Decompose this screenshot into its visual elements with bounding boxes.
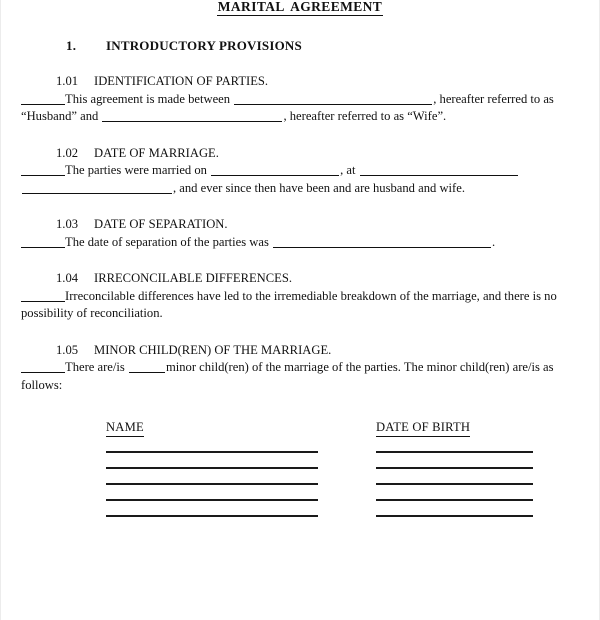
column-header-date-of-birth: DATE OF BIRTH — [376, 420, 470, 437]
wife-name-blank[interactable] — [102, 110, 282, 122]
clause-1-03-text-1: The date of separation of the parties was — [65, 234, 269, 249]
clause-1-01-body — [21, 91, 589, 126]
clause-1-02 — [11, 145, 589, 198]
clause-1-05-heading — [56, 342, 589, 360]
column-spacer — [318, 466, 376, 469]
marriage-place-blank-line-2[interactable] — [22, 182, 172, 194]
column-header-name: NAME — [106, 420, 376, 437]
clause-1-04 — [11, 270, 589, 323]
clause-1-02-number: 1.02 — [56, 145, 79, 160]
clause-1-01-text-3: , hereafter referred to as “Wife”. — [283, 109, 447, 123]
clause-1-03-title: DATE OF SEPARATION. — [94, 217, 228, 231]
table-row — [106, 482, 589, 485]
clause-1-05 — [11, 342, 589, 395]
child-dob-blank[interactable] — [376, 498, 533, 501]
husband-name-blank[interactable] — [234, 93, 432, 105]
column-spacer — [318, 450, 376, 453]
clause-1-02-text-3: , and ever since then have been and are husband and wife. — [173, 180, 465, 195]
clause-1-05-title: MINOR CHILD(REN) OF THE MARRIAGE. — [94, 342, 332, 357]
clause-1-04-number: 1.04 — [56, 271, 79, 285]
indent-rule — [21, 290, 65, 302]
clause-1-02-body — [21, 162, 589, 197]
column-spacer — [318, 482, 376, 485]
child-name-blank[interactable] — [106, 466, 318, 469]
clause-1-05-body — [21, 359, 589, 394]
clause-1-03-heading — [56, 216, 589, 234]
column-spacer — [318, 498, 376, 501]
clause-1-01-title: IDENTIFICATION OF PARTIES. — [94, 74, 269, 88]
table-row — [106, 466, 589, 469]
marriage-date-blank[interactable] — [211, 164, 339, 176]
page-title-text: MARITAL AGREEMENT — [217, 0, 383, 14]
table-row — [106, 498, 589, 501]
clause-1-03-body — [21, 234, 589, 252]
indent-rule — [21, 236, 65, 248]
clause-1-05-number: 1.05 — [56, 342, 79, 357]
clause-1-05-text-1: There are/is — [65, 360, 125, 374]
column-spacer — [318, 514, 376, 517]
clause-1-01-heading — [56, 73, 589, 91]
child-dob-blank[interactable] — [376, 450, 533, 453]
child-dob-blank[interactable] — [376, 514, 533, 517]
table-row — [106, 514, 589, 517]
clause-1-02-text-2: , at — [340, 163, 356, 177]
clause-1-03 — [11, 216, 589, 251]
section-number: 1. — [66, 38, 77, 53]
indent-rule — [21, 93, 65, 105]
children-table — [11, 420, 589, 517]
clause-1-01-text-1: This agreement is made between — [65, 91, 231, 106]
clause-1-04-heading — [56, 270, 589, 288]
clause-1-02-heading — [56, 145, 589, 163]
separation-date-blank[interactable] — [273, 236, 491, 248]
child-dob-blank[interactable] — [376, 482, 533, 485]
table-row — [106, 450, 589, 453]
clause-1-04-title: IRRECONCILABLE DIFFERENCES. — [94, 271, 293, 285]
children-count-blank[interactable] — [129, 361, 165, 373]
section-heading — [11, 38, 589, 54]
clause-1-01 — [11, 73, 589, 126]
child-name-blank[interactable] — [106, 498, 318, 501]
clause-1-03-number: 1.03 — [56, 217, 79, 231]
page-title — [11, 0, 589, 16]
clause-1-02-text-1: The parties were married on — [65, 163, 207, 177]
clause-1-04-body — [21, 288, 589, 323]
section-heading-label: INTRODUCTORY PROVISIONS — [106, 38, 302, 53]
child-name-blank[interactable] — [106, 514, 318, 517]
indent-rule — [21, 361, 65, 373]
clause-1-05-text-2: minor child(ren) of the marriage of the parties. The minor child(ren) are/is as follows: — [21, 360, 554, 392]
clause-1-01-text-2: , hereafter referred to as “Husband” and — [21, 91, 554, 123]
marriage-place-blank-line-1[interactable] — [360, 164, 518, 176]
clause-1-03-text-2: . — [492, 234, 496, 249]
indent-rule — [21, 164, 65, 176]
child-name-blank[interactable] — [106, 450, 318, 453]
child-dob-blank[interactable] — [376, 466, 533, 469]
page-content — [1, 0, 600, 517]
clause-1-02-title: DATE OF MARRIAGE. — [94, 145, 219, 160]
clause-1-04-text-1: Irreconcilable differences have led to the irremediable breakdown of the marriage, and there is no possibility of reconciliation. — [21, 288, 557, 320]
child-name-blank[interactable] — [106, 482, 318, 485]
children-table-header — [106, 420, 589, 437]
clause-1-01-number: 1.01 — [56, 74, 79, 88]
